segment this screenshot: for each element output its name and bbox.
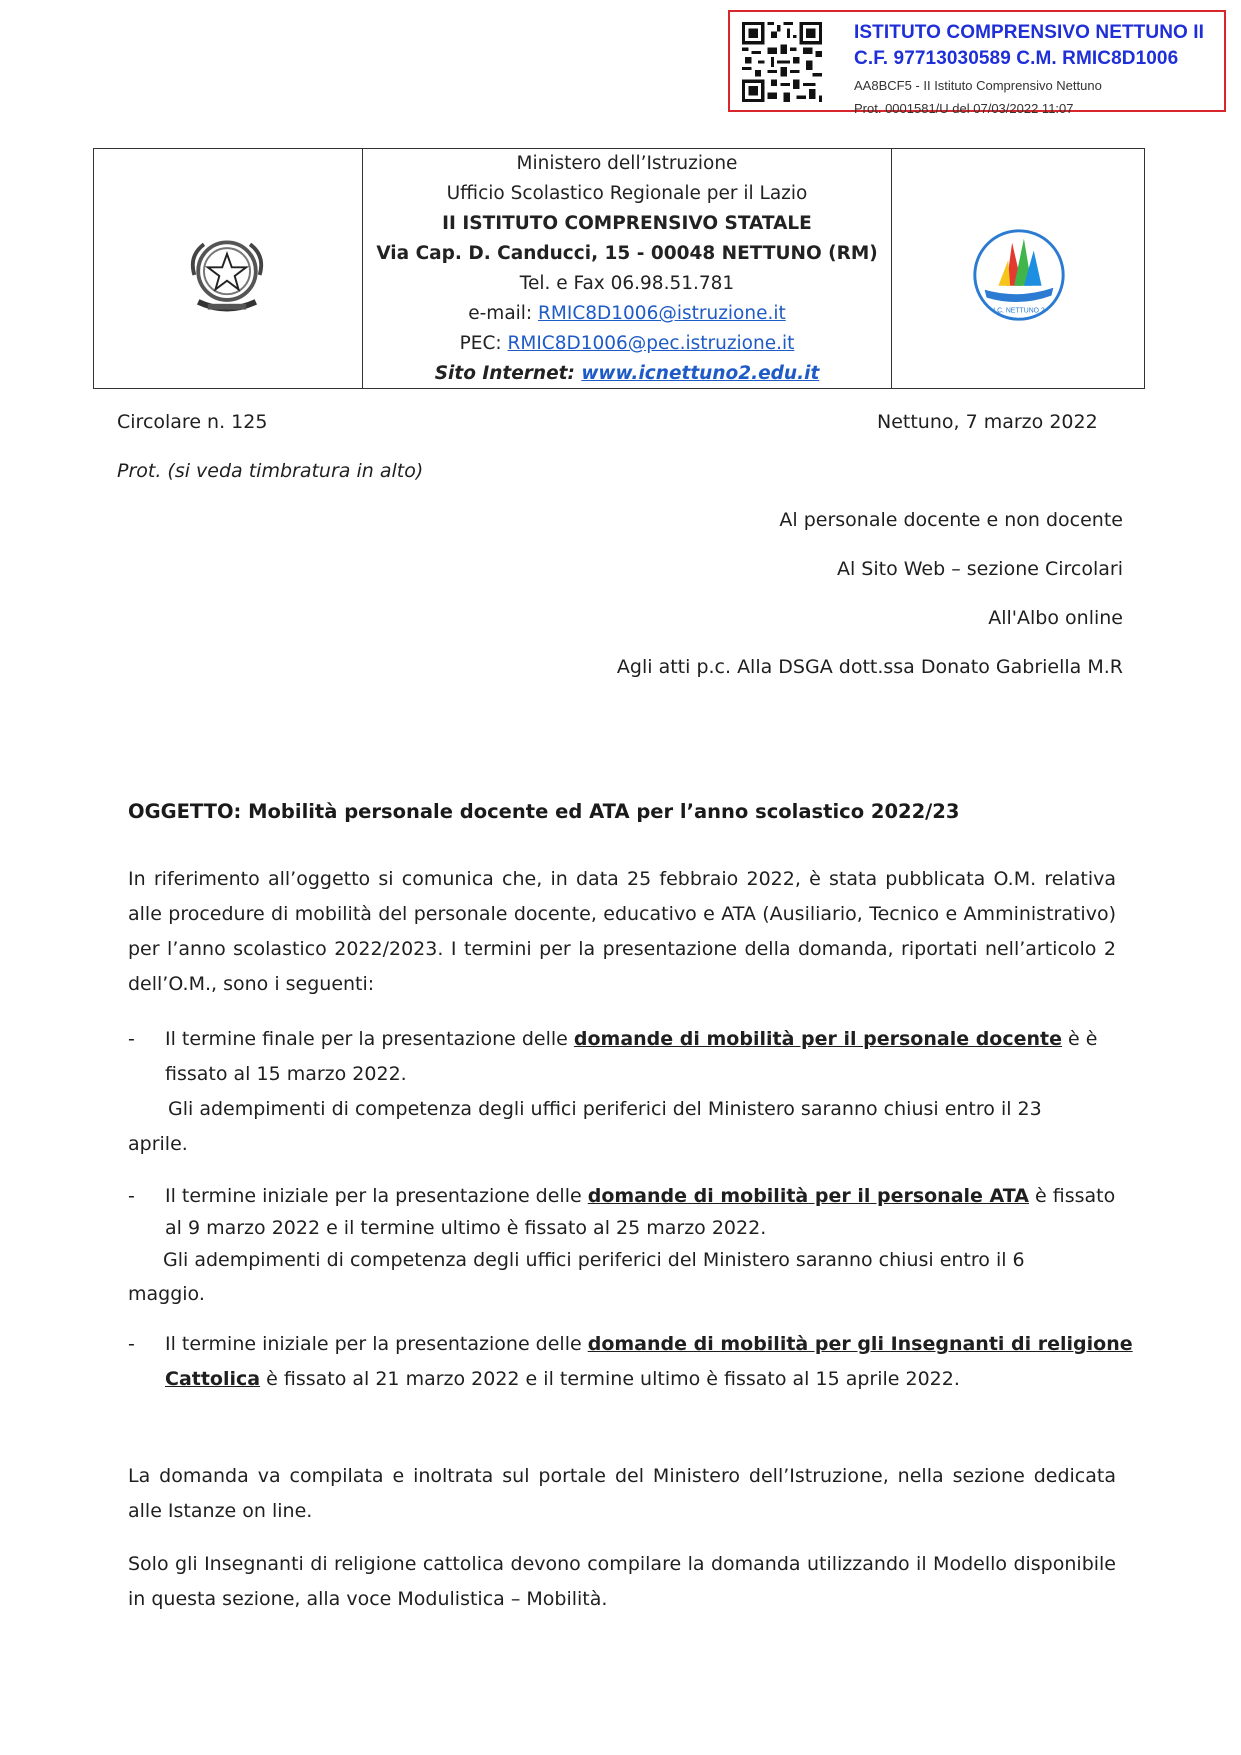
stamp-fiscal-code: C.F. 97713030589 C.M. RMIC8D1006 <box>854 48 1179 69</box>
recipient-staff: Al personale docente e non docente <box>779 509 1123 531</box>
recipient-website: Al Sito Web – sezione Circolari <box>836 558 1123 580</box>
bullet-docenti-note: Gli adempimenti di competenza degli uffici periferici del Ministero saranno chiusi entro il 23 <box>168 1098 1042 1120</box>
pec-label: PEC: <box>459 333 508 354</box>
school-logo-text: I.C. NETTUNO 2 <box>993 307 1045 315</box>
ministry-name: Ministero dell’Istruzione <box>516 153 738 174</box>
website-line <box>364 363 890 384</box>
recipient-albo: All'Albo online <box>988 607 1123 629</box>
submission-paragraph: La domanda va compilata e inoltrata sul portale del Ministero dell’Istruzione, nella sezione dedicata alle Istanze on line. <box>128 1465 1116 1522</box>
letterhead-emblem-cell <box>94 149 363 388</box>
regional-office: Ufficio Scolastico Regionale per il Lazio <box>446 183 808 204</box>
school-address: Via Cap. D. Canducci, 15 - 00048 NETTUNO (RM) <box>376 243 878 264</box>
school-name: II ISTITUTO COMPRENSIVO STATALE <box>442 213 812 234</box>
letterhead <box>93 148 1145 389</box>
bullet-religione-dates: Cattolica è fissato al 21 marzo 2022 e il termine ultimo è fissato al 15 aprile 2022. <box>165 1368 960 1390</box>
stamp-institute-name: ISTITUTO COMPRENSIVO NETTUNO II <box>854 22 1205 43</box>
protocol-stamp <box>728 10 1226 116</box>
stamp-protocol-number: Prot. 0001581/U del 07/03/2022 11:07 <box>854 101 1074 116</box>
bullet-ata-note-end: maggio. <box>128 1283 205 1305</box>
bullet-docenti-note-end: aprile. <box>128 1133 188 1155</box>
bullet-ata: Il termine iniziale per la presentazione delle domande di mobilità per il personale ATA è fissato <box>165 1185 1116 1207</box>
qr-code-icon <box>742 22 822 102</box>
religione-deadline-highlight: domande di mobilità per gli Insegnanti di religione <box>587 1333 1133 1355</box>
website-label: Sito Internet: <box>434 363 582 384</box>
website-link[interactable]: www.icnettuno2.edu.it <box>581 363 820 384</box>
bullet-religione: Il termine iniziale per la presentazione delle domande di mobilità per gli Insegnanti di religione <box>165 1333 1133 1355</box>
religion-teachers-paragraph: Solo gli Insegnanti di religione cattolica devono compilare la domanda utilizzando il Modello disponibile in questa sezione, alla voce Modulistica – Mobilità. <box>128 1553 1116 1610</box>
bullet-dash: - <box>128 1185 135 1207</box>
school-logo-icon <box>965 221 1073 329</box>
ata-deadline-highlight: domande di mobilità per il personale ATA <box>587 1185 1029 1207</box>
letter-subject: OGGETTO: Mobilità personale docente ed ATA per l’anno scolastico 2022/23 <box>128 800 960 823</box>
school-phone: Tel. e Fax 06.98.51.781 <box>519 273 735 294</box>
letterhead-info <box>364 149 890 388</box>
bullet-ata-note: Gli adempimenti di competenza degli uffici periferici del Ministero saranno chiusi entro il 6 <box>163 1249 1025 1271</box>
recipient-dsga: Agli atti p.c. Alla DSGA dott.ssa Donato Gabriella M.R <box>616 656 1123 678</box>
italian-republic-emblem-icon <box>179 227 275 323</box>
stamp-registry: AA8BCF5 - II Istituto Comprensivo Nettuno <box>854 78 1102 93</box>
pec-link[interactable]: RMIC8D1006@pec.istruzione.it <box>507 333 795 354</box>
bullet-ata-dates: al 9 marzo 2022 e il termine ultimo è fissato al 25 marzo 2022. <box>165 1217 767 1239</box>
letter-date: Nettuno, 7 marzo 2022 <box>877 411 1098 433</box>
intro-paragraph: In riferimento all’oggetto si comunica che, in data 25 febbraio 2022, è stata pubblicata O.M. relativa alle procedure di mobilità del personale docente, educativo e ATA (Ausiliario, Tecnico e Amministrativo) per l’anno scolastico 2022/2023. I termini per la presentazione della domanda, riportati nell’articolo 2 dell’O.M., sono i seguenti: <box>128 868 1116 995</box>
email-line <box>364 303 890 324</box>
docenti-deadline-highlight: domande di mobilità per il personale docente <box>573 1028 1063 1050</box>
email-label: e-mail: <box>468 303 539 324</box>
letterhead-logo-cell <box>891 149 1144 388</box>
bullet-dash: - <box>128 1333 135 1355</box>
circular-number: Circolare n. 125 <box>117 411 268 433</box>
bullet-docenti-date: fissato al 15 marzo 2022. <box>165 1063 407 1085</box>
protocol-reference: Prot. (si veda timbratura in alto) <box>117 460 424 482</box>
bullet-docenti: Il termine finale per la presentazione delle domande di mobilità per il personale docente è è <box>165 1028 1098 1050</box>
pec-line <box>364 333 890 354</box>
bullet-dash: - <box>128 1028 135 1050</box>
email-link[interactable]: RMIC8D1006@istruzione.it <box>538 303 786 324</box>
